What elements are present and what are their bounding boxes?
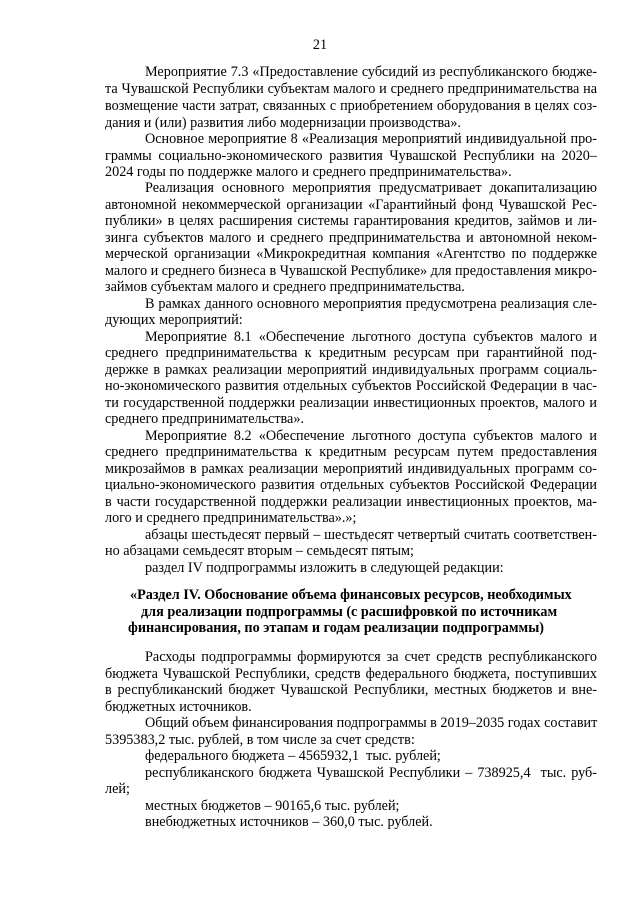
paragraph-line: ти государственной поддержки реализации инвестиционных проектов, малого и: [105, 395, 597, 411]
paragraph-line: дующих мероприятий:: [105, 312, 243, 328]
paragraph-line: микрозаймов в рамках реализации мероприятий индивидуальных программ со-: [105, 461, 597, 477]
paragraph-line: Мероприятие 7.3 «Предоставление субсидий из республиканского бюдже-: [145, 64, 597, 80]
paragraph-line: абзацы шестьдесят первый – шестьдесят четвертый считать соответствен-: [145, 527, 597, 543]
paragraph-line: займов субъектам малого и среднего предпринимательства.: [105, 279, 465, 295]
paragraph-line: среднего предпринимательства к кредитным ресурсам при гарантийной под-: [105, 345, 597, 361]
paragraph-line: Реализация основного мероприятия предусматривает докапитализацию: [145, 180, 597, 196]
paragraph-line: циально-экономического развития отдельных субъектов Российской Федерации: [105, 477, 597, 493]
paragraph-line: лого и среднего предпринимательства».»;: [105, 510, 357, 526]
page-number: 21: [312, 37, 328, 53]
paragraph-line: Мероприятие 8.2 «Обеспечение льготного доступа субъектов малого и: [145, 428, 597, 444]
paragraph-line: держке в рамках реализации мероприятий индивидуальных программ социаль-: [105, 362, 597, 378]
paragraph-line: внебюджетных источников – 360,0 тыс. рублей.: [145, 814, 433, 830]
paragraph-line: зинга субъектов малого и среднего предпринимательства и автономной неком-: [105, 230, 597, 246]
paragraph-line: бюджетных источников.: [105, 699, 252, 715]
paragraph-line: Мероприятие 8.1 «Обеспечение льготного доступа субъектов малого и: [145, 329, 597, 345]
paragraph-line: среднего предпринимательства».: [105, 411, 304, 427]
paragraph-line: публики» в целях расширения системы гарантирования кредитов, займов и ли-: [105, 213, 597, 229]
paragraph-line: раздел IV подпрограммы изложить в следующей редакции:: [145, 560, 504, 576]
paragraph-line: возмещение части затрат, связанных с приобретением оборудования в целях соз-: [105, 98, 597, 114]
section-heading-line: финансирования, по этапам и годам реализации подпрограммы): [128, 620, 545, 636]
paragraph-line: та Чувашской Республики субъектам малого и среднего предпринимательства на: [105, 81, 597, 97]
paragraph-line: в части государственной поддержки реализации инвестиционных проектов, ма-: [105, 494, 597, 510]
paragraph-line: республиканского бюджета Чувашской Республики – 738925,4 тыс. руб-: [145, 765, 597, 781]
paragraph-line: граммы социально-экономического развития Чувашской Республики на 2020–: [105, 148, 597, 164]
paragraph-line: 5395383,2 тыс. рублей, в том числе за счет средств:: [105, 732, 415, 748]
paragraph-line: федерального бюджета – 4565932,1 тыс. рублей;: [145, 748, 441, 764]
paragraph-line: мерческой организации «Микрокредитная компания «Агентство по поддержке: [105, 246, 597, 262]
paragraph-line: местных бюджетов – 90165,6 тыс. рублей;: [145, 798, 400, 814]
paragraph-line: бюджета Чувашской Республики, средств федерального бюджета, поступивших: [105, 666, 597, 682]
section-heading-line: для реализации подпрограммы (с расшифровкой по источникам: [141, 604, 558, 620]
paragraph-line: но абзацами семьдесят вторым – семьдесят пятым;: [105, 543, 414, 559]
paragraph-line: малого и среднего бизнеса в Чувашской Республике» для предоставления микро-: [105, 263, 597, 279]
paragraph-line: Основное мероприятие 8 «Реализация мероприятий индивидуальной про-: [145, 131, 597, 147]
paragraph-line: Расходы подпрограммы формируются за счет средств республиканского: [145, 649, 597, 665]
paragraph-line: Общий объем финансирования подпрограммы в 2019–2035 годах составит: [145, 715, 598, 731]
paragraph-line: но-экономического развития отдельных субъектов Российской Федерации в час-: [105, 378, 597, 394]
paragraph-line: среднего предпринимательства к кредитным ресурсам путем предоставления: [105, 444, 597, 460]
paragraph-line: дания и (или) развития либо модернизации производства».: [105, 115, 461, 131]
paragraph-line: В рамках данного основного мероприятия предусмотрена реализация сле-: [145, 296, 597, 312]
paragraph-line: автономной некоммерческой организации «Гарантийный фонд Чувашской Рес-: [105, 197, 597, 213]
paragraph-line: в республиканский бюджет Чувашской Республики, местных бюджетов и вне-: [105, 682, 597, 698]
section-heading-line: «Раздел IV. Обоснование объема финансовых ресурсов, необходимых: [130, 587, 572, 603]
paragraph-line: 2024 годы по поддержке малого и среднего предпринимательства».: [105, 164, 512, 180]
paragraph-line: лей;: [105, 781, 130, 797]
